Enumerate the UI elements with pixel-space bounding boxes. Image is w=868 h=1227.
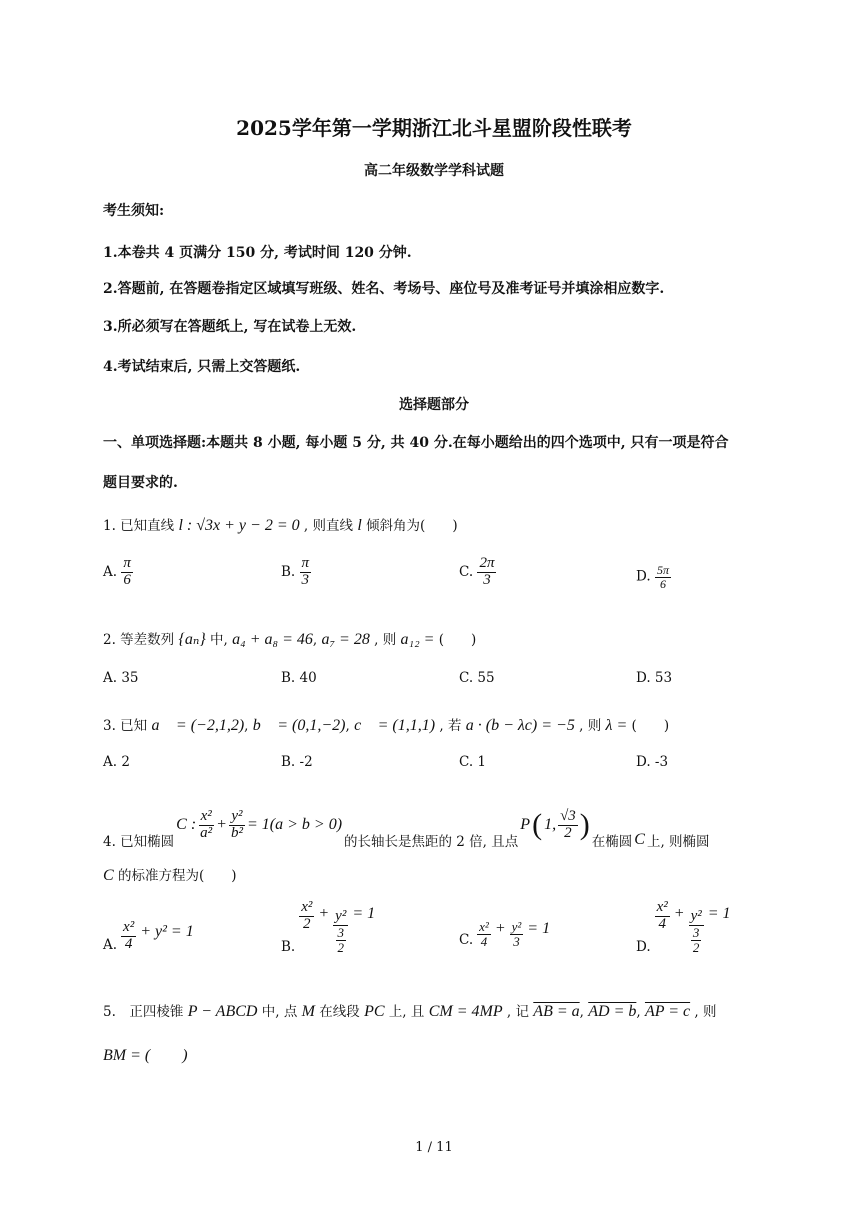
q4-ellipse-y-term: $\frac{\text{y²}}{\text{b²}}$ bbox=[230, 807, 243, 841]
q3-option-b[interactable]: B. -2 bbox=[281, 754, 313, 770]
question-5-line2 bbox=[103, 1042, 188, 1065]
q4-option-a[interactable]: A. $\frac{\text{x²}}{4}$ + y² = 1 bbox=[103, 919, 194, 953]
q4-option-a-x-term: $\frac{\text{x²}}{4}$ bbox=[123, 919, 135, 952]
option-label: C. bbox=[459, 563, 474, 580]
q5-vector-ab: AB = a bbox=[533, 1003, 580, 1020]
q3-stem-mid: , 若 bbox=[439, 718, 462, 734]
q4-point-label: P bbox=[520, 816, 531, 833]
q2-option-a[interactable]: A. 35 bbox=[103, 670, 139, 686]
q1-stem-post: 倾斜角为( ) bbox=[366, 518, 458, 534]
q4-stem-post2: 上, 则椭圆 bbox=[646, 834, 710, 850]
q5-stem-mid1: 中, 点 bbox=[261, 1004, 298, 1020]
q1-option-a[interactable] bbox=[103, 556, 133, 589]
q5-stem-mid2: 在线段 bbox=[319, 1004, 360, 1020]
q1-option-d[interactable] bbox=[636, 564, 671, 590]
q1-stem-pre: 1. 已知直线 bbox=[103, 518, 175, 534]
exam-title: 2025学年第一学期浙江北斗星盟阶段性联考 bbox=[236, 116, 632, 140]
question-5: 5. 正四棱锥 P − ABCD 中, 点 M 在线段 PC 上, 且 CM = 4MP , 记 AB = a, AD = b, AP = c , 则 bbox=[103, 1003, 717, 1020]
question-4-line2 bbox=[103, 864, 237, 885]
q4-option-c[interactable]: C. $\frac{\text{x²}}{4}$ + $\frac{\text{y²}}{3}$ = 1 bbox=[459, 919, 551, 949]
q5-pyramid: P − ABCD bbox=[187, 1003, 258, 1020]
q1-option-d-fraction: $\frac{5\pi}{6}$ bbox=[656, 563, 669, 591]
option-label: B. bbox=[281, 938, 296, 955]
q1-option-a-fraction: $\frac{\pi}{6}$ bbox=[123, 555, 131, 588]
q5-condition: CM = 4MP bbox=[428, 1003, 503, 1020]
q5-vector-ap: AP = c bbox=[644, 1003, 691, 1020]
q2-condition-1: a₄ + a₈ = 46 bbox=[232, 631, 313, 648]
q2-condition-2: a₇ = 28 bbox=[321, 631, 370, 648]
question-3: 3. 已知 a⃗ = (−2,1,2), b⃗ = (0,1,−2), c⃗ = (1,1,1) , 若 a · (b − λc) = −5 , 则 λ = ( ) bbox=[103, 717, 670, 734]
option-label: A. bbox=[103, 563, 118, 580]
q1-line-var: l bbox=[357, 517, 362, 534]
q3-ask: λ = bbox=[605, 717, 628, 734]
q3-vector-b: b⃗ = (0,1,−2) bbox=[252, 717, 346, 734]
section-title: 选择题部分 bbox=[399, 397, 469, 413]
q2-sequence: {aₙ} bbox=[178, 631, 206, 648]
q3-option-c[interactable]: C. 1 bbox=[459, 754, 487, 770]
question-4: 4. 已知椭圆 C : $\frac{\text{x²}}{\text{a²}}$ + $\frac{\text{y²}}{\text{b²}}$ = 1(a > b > 0) 的长轴长是焦距的 2 倍, 且点 P ( 1, $\frac{√3}{2}$ ) 在椭圆 C 上, 则椭圆 bbox=[103, 807, 710, 850]
option-label: B. bbox=[281, 563, 296, 580]
q3-stem-post: , 则 bbox=[579, 718, 602, 734]
exam-subtitle: 高二年级数学学科试题 bbox=[364, 163, 504, 179]
q4-stem-pre: 4. 已知椭圆 bbox=[103, 834, 175, 850]
q3-condition: a · (b − λc) = −5 bbox=[465, 717, 575, 734]
q4-ellipse-x-term: $\frac{\text{x²}}{\text{a²}}$ bbox=[200, 807, 213, 841]
q1-option-b[interactable] bbox=[281, 556, 311, 589]
q3-option-d[interactable]: D. -3 bbox=[636, 754, 669, 770]
notice-item-3: 3.所必须写在答题纸上, 写在试卷上无效. bbox=[103, 319, 357, 335]
q4-stem-post: 在椭圆 bbox=[591, 834, 633, 850]
q4-ellipse-c: C bbox=[634, 831, 645, 848]
notice-item-1: 1.本卷共 4 页满分 150 分, 考试时间 120 分钟. bbox=[103, 245, 412, 261]
q4-point-x: 1, bbox=[544, 816, 557, 833]
question-2: 2. 等差数列 {aₙ} 中, a₄ + a₈ = 46, a₇ = 28 , 则 a₁₂ = ( ) bbox=[103, 631, 477, 648]
part1-instructions-line1: 一、单项选择题:本题共 8 小题, 每小题 5 分, 共 40 分.在每小题给出的四个选项中, 只有一项是符合 bbox=[103, 435, 729, 451]
q3-paren: ( ) bbox=[631, 718, 670, 734]
q4-option-d[interactable]: D. $\frac{\text{x²}}{4}$ + $\frac{\text{y²}}{\frac{3}{2}}$ = 1 bbox=[636, 899, 731, 955]
q2-option-b[interactable]: B. 40 bbox=[281, 670, 317, 686]
notice-item-2: 2.答题前, 在答题卷指定区域填写班级、姓名、考场号、座位号及准考证号并填涂相应数字. bbox=[103, 281, 665, 297]
q5-ask: BM = ( ) bbox=[103, 1047, 188, 1064]
q3-stem-pre: 3. 已知 bbox=[103, 718, 148, 734]
q2-stem-mid2: , 则 bbox=[374, 632, 397, 648]
notice-item-4: 4.考试结束后, 只需上交答题纸. bbox=[103, 359, 301, 375]
q3-vector-a: a⃗ = (−2,1,2) bbox=[151, 717, 245, 734]
part1-instructions-line2: 题目要求的. bbox=[103, 475, 178, 491]
q2-option-c[interactable]: C. 55 bbox=[459, 670, 495, 686]
q5-stem-mid3: 上, 且 bbox=[388, 1004, 425, 1020]
q5-point-m: M bbox=[301, 1003, 315, 1020]
q4-point-y: $\frac{√3}{2}$ bbox=[560, 807, 576, 841]
q2-ask: a₁₂ = bbox=[400, 631, 435, 648]
q5-stem-pre: 5. 正四棱锥 bbox=[103, 1004, 184, 1020]
question-1 bbox=[103, 514, 458, 535]
q2-stem-mid1: 中, bbox=[210, 632, 228, 648]
option-label: A. bbox=[103, 936, 118, 953]
q1-option-c-fraction: $\frac{2\pi}{3}$ bbox=[479, 555, 495, 588]
q1-line-equation: l : √3x + y − 2 = 0 bbox=[178, 517, 300, 534]
notice-heading: 考生须知: bbox=[103, 203, 165, 219]
q3-option-a[interactable]: A. 2 bbox=[103, 754, 130, 770]
q4-option-b[interactable]: B. $\frac{\text{x²}}{2}$ + $\frac{\text{y²}}{\frac{3}{2}}$ = 1 bbox=[281, 899, 376, 955]
q3-vector-c: c⃗ = (1,1,1) bbox=[354, 717, 436, 734]
option-label: D. bbox=[636, 568, 651, 585]
q2-option-d[interactable]: D. 53 bbox=[636, 670, 673, 686]
q1-option-c[interactable] bbox=[459, 556, 496, 589]
q4-ellipse-label: C : bbox=[176, 816, 197, 833]
q2-stem-post: ( ) bbox=[438, 632, 477, 648]
q4-stem-mid: 的长轴长是焦距的 2 倍, 且点 bbox=[344, 834, 519, 850]
q4-line2-c: C bbox=[103, 867, 114, 884]
q5-stem-post: , 则 bbox=[694, 1004, 717, 1020]
q4-line2-text: 的标准方程为( ) bbox=[117, 868, 237, 884]
q1-stem-mid: , 则直线 bbox=[303, 518, 354, 534]
q4-ellipse-rhs: = 1(a > b > 0) bbox=[246, 816, 343, 833]
q1-option-b-fraction: $\frac{\pi}{3}$ bbox=[301, 555, 310, 588]
page-number: 1 / 11 bbox=[415, 1140, 453, 1155]
q5-stem-mid4: , 记 bbox=[506, 1004, 529, 1020]
option-label: C. bbox=[459, 932, 474, 949]
option-label: D. bbox=[636, 938, 651, 955]
q5-vector-ad: AD = b bbox=[588, 1003, 637, 1020]
q5-segment-pc: PC bbox=[364, 1003, 385, 1020]
q2-stem-pre: 2. 等差数列 bbox=[103, 632, 175, 648]
